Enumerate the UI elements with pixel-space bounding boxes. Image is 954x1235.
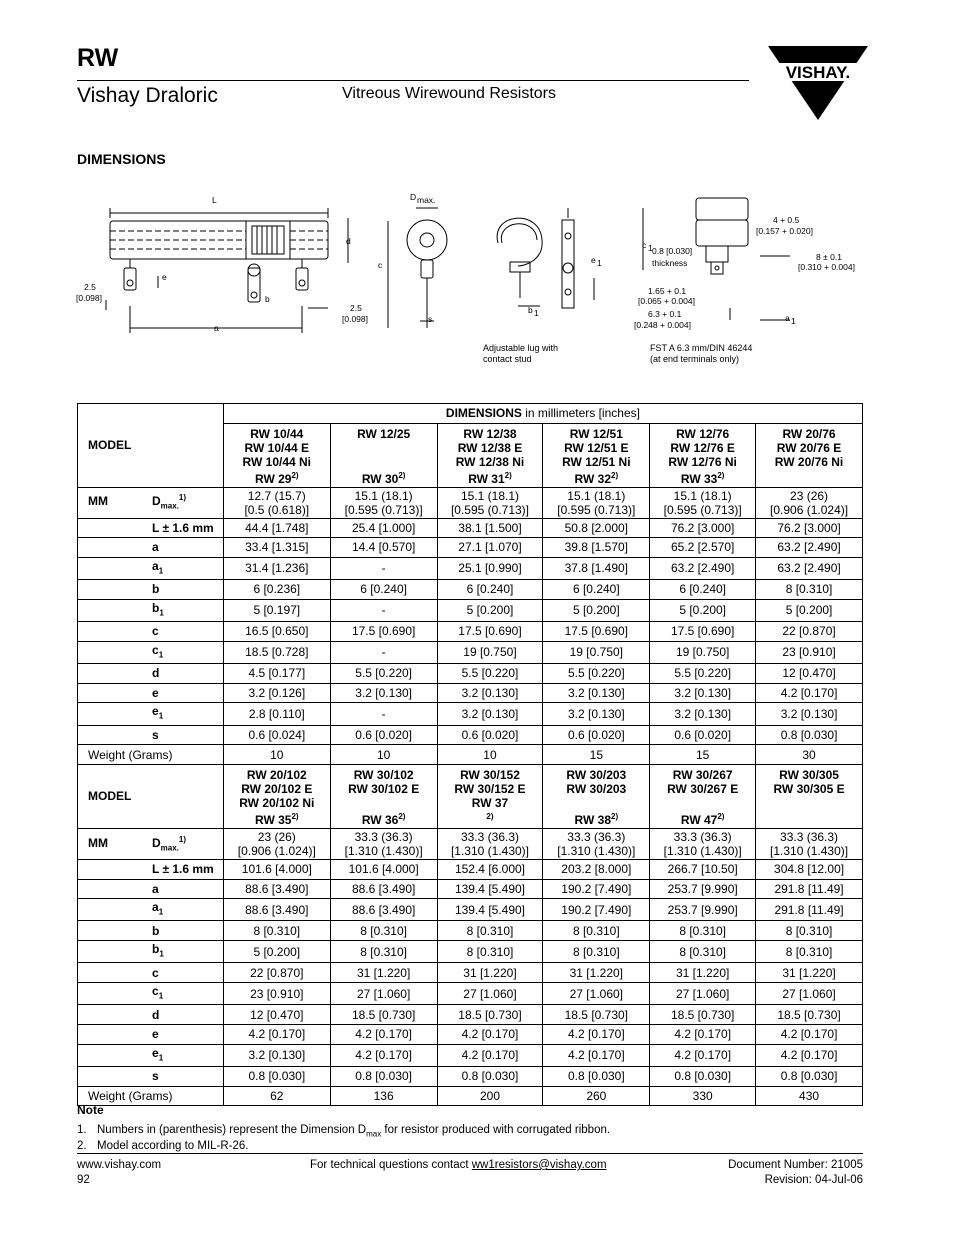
table-cell: 23 (26) [0.906 (1.024)] <box>223 828 330 859</box>
table-cell: 19 [0.750] <box>437 641 543 663</box>
table-cell: 8 [0.310] <box>223 921 330 941</box>
table-cell: 88.6 [3.490] <box>223 879 330 899</box>
row-label-c1: $c_1$ <box>78 641 224 663</box>
table-cell: 3.2 [0.130] <box>543 683 650 703</box>
table-row <box>78 557 863 579</box>
svg-text:b: b <box>528 305 533 315</box>
table-cell: 65.2 [2.570] <box>650 538 756 558</box>
table-cell: 101.6 [4.000] <box>330 859 437 879</box>
table-cell: 23 [0.910] <box>223 983 330 1005</box>
table-cell: 190.2 [7.490] <box>543 879 650 899</box>
table-cell: 33.3 (36.3) [1.310 (1.430)] <box>756 828 863 859</box>
table-cell: 0.8 [0.030] <box>756 725 863 745</box>
table-cell: 88.6 [3.490] <box>330 899 437 921</box>
table-row <box>78 1086 863 1106</box>
svg-text:1: 1 <box>597 258 602 268</box>
table-cell: 0.6 [0.020] <box>650 725 756 745</box>
table-cell: 5 [0.197] <box>223 599 330 621</box>
table-cell: 8 [0.310] <box>756 921 863 941</box>
svg-text:[0.310 + 0.004]: [0.310 + 0.004] <box>798 262 855 272</box>
table-row <box>78 487 863 518</box>
svg-text:max.: max. <box>417 195 436 205</box>
table-cell: 31 [1.220] <box>756 963 863 983</box>
table-cell: 0.8 [0.030] <box>543 1067 650 1087</box>
table-cell: 8 [0.310] <box>543 921 650 941</box>
table-cell: 76.2 [3.000] <box>650 518 756 538</box>
table-cell: 4.2 [0.170] <box>650 1044 756 1066</box>
row-label-s: s <box>78 725 224 745</box>
table-cell: 0.8 [0.030] <box>756 1067 863 1087</box>
table-cell: 260 <box>543 1086 650 1106</box>
table-cell: 33.3 (36.3) [1.310 (1.430)] <box>543 828 650 859</box>
table-cell: 4.2 [0.170] <box>437 1025 543 1045</box>
table-cell: 19 [0.750] <box>543 641 650 663</box>
table-cell: 27 [1.060] <box>650 983 756 1005</box>
svg-text:a: a <box>214 323 219 333</box>
table-cell: 3.2 [0.130] <box>437 703 543 725</box>
table-cell: 15.1 (18.1) [0.595 (0.713)] <box>543 487 650 518</box>
table-cell: 5 [0.200] <box>223 941 330 963</box>
table-cell: 6 [0.240] <box>543 580 650 600</box>
table-cell: 200 <box>437 1086 543 1106</box>
table-cell: 18.5 [0.730] <box>330 1005 437 1025</box>
model-cell: RW 12/76 RW 12/76 E RW 12/76 Ni RW 33$^{2)}$ <box>650 423 756 487</box>
table-row <box>78 725 863 745</box>
svg-text:1: 1 <box>791 316 796 326</box>
table-row <box>78 538 863 558</box>
table-row <box>78 580 863 600</box>
row-label-c: c <box>78 622 224 642</box>
table-cell: 8 [0.310] <box>437 921 543 941</box>
table-cell: 0.8 [0.030] <box>223 1067 330 1087</box>
row-label-e1: $e_1$ <box>78 1044 224 1066</box>
table-cell: 6 [0.240] <box>437 580 543 600</box>
weight-label: Weight (Grams) <box>78 1086 224 1106</box>
table-cell: 17.5 [0.690] <box>543 622 650 642</box>
note-heading: Note <box>77 1103 104 1117</box>
table-cell: 4.2 [0.170] <box>330 1025 437 1045</box>
dimensions-header: DIMENSIONS in millimeters [inches] <box>223 404 862 424</box>
table-cell: 6 [0.240] <box>330 580 437 600</box>
table-cell: 50.8 [2.000] <box>543 518 650 538</box>
table-cell: - <box>330 599 437 621</box>
table-cell: 3.2 [0.126] <box>223 683 330 703</box>
model-cell: RW 30/305 RW 30/305 E <box>756 764 863 828</box>
table-cell: 27.1 [1.070] <box>437 538 543 558</box>
table-cell: 266.7 [10.50] <box>650 859 756 879</box>
svg-text:1: 1 <box>534 308 539 318</box>
logo-wordmark: VISHAY. <box>785 63 851 82</box>
table-cell: 39.8 [1.570] <box>543 538 650 558</box>
table-cell: 190.2 [7.490] <box>543 899 650 921</box>
table-cell: 3.2 [0.130] <box>756 703 863 725</box>
row-label-L: L ± 1.6 mm <box>78 518 224 538</box>
table-cell: 17.5 [0.690] <box>437 622 543 642</box>
table-cell: 5.5 [0.220] <box>543 664 650 684</box>
table-cell: 62 <box>223 1086 330 1106</box>
table-row <box>78 921 863 941</box>
table-cell: 291.8 [11.49] <box>756 899 863 921</box>
table-cell: 8 [0.310] <box>330 921 437 941</box>
table-cell: 101.6 [4.000] <box>223 859 330 879</box>
table-cell: 139.4 [5.490] <box>437 879 543 899</box>
row-label-s: s <box>78 1067 224 1087</box>
table-row <box>78 1067 863 1087</box>
weight-label: Weight (Grams) <box>78 745 224 765</box>
svg-text:[0.065 + 0.004]: [0.065 + 0.004] <box>638 296 695 306</box>
notes-list <box>77 1124 610 1153</box>
table-cell: 4.2 [0.170] <box>543 1044 650 1066</box>
table-row <box>78 599 863 621</box>
table-row <box>78 683 863 703</box>
table-cell: 5.5 [0.220] <box>330 664 437 684</box>
doc-title: RW <box>77 44 119 72</box>
table-cell: 5.5 [0.220] <box>437 664 543 684</box>
table-cell: 33.3 (36.3) [1.310 (1.430)] <box>330 828 437 859</box>
table-row <box>78 1005 863 1025</box>
table-row <box>78 828 863 859</box>
row-label-b: b <box>78 580 224 600</box>
table-cell: 31 [1.220] <box>650 963 756 983</box>
table-cell: 88.6 [3.490] <box>330 879 437 899</box>
model-cell: RW 30/203 RW 30/203 RW 38$^{2)}$ <box>543 764 650 828</box>
row-label-a: a <box>78 538 224 558</box>
table-cell: 27 [1.060] <box>543 983 650 1005</box>
model-label: MODEL <box>78 404 224 488</box>
table-cell: 5 [0.200] <box>437 599 543 621</box>
table-cell: 15.1 (18.1) [0.595 (0.713)] <box>437 487 543 518</box>
svg-text:c: c <box>642 240 647 250</box>
table-cell: 5.5 [0.220] <box>650 664 756 684</box>
row-label-e1: $e_1$ <box>78 703 224 725</box>
svg-text:8 ± 0.1: 8 ± 0.1 <box>816 252 842 262</box>
table-cell: 2.8 [0.110] <box>223 703 330 725</box>
table-cell: 0.6 [0.020] <box>437 725 543 745</box>
fst-caption-line1: FST A 6.3 mm/DIN 46244 <box>650 343 753 353</box>
table-cell: 152.4 [6.000] <box>437 859 543 879</box>
table-cell: 27 [1.060] <box>330 983 437 1005</box>
table-cell: 37.8 [1.490] <box>543 557 650 579</box>
table-cell: - <box>330 703 437 725</box>
svg-text:D: D <box>410 192 417 202</box>
table-cell: 17.5 [0.690] <box>650 622 756 642</box>
table-row <box>78 941 863 963</box>
svg-text:4 + 0.5: 4 + 0.5 <box>773 215 800 225</box>
table-cell: 4.2 [0.170] <box>756 1044 863 1066</box>
table-cell: 31 [1.220] <box>330 963 437 983</box>
svg-text:[0.157 + 0.020]: [0.157 + 0.020] <box>756 226 813 236</box>
table-cell: 31.4 [1.236] <box>223 557 330 579</box>
table-row <box>78 745 863 765</box>
table-cell: 139.4 [5.490] <box>437 899 543 921</box>
model-cell: RW 12/38 RW 12/38 E RW 12/38 Ni RW 31$^{2)}$ <box>437 423 543 487</box>
footer-website: www.vishay.com <box>77 1159 162 1171</box>
table-cell: 3.2 [0.130] <box>650 703 756 725</box>
row-label-L: L ± 1.6 mm <box>78 859 224 879</box>
table-cell: 76.2 [3.000] <box>756 518 863 538</box>
note-1: 1. Numbers in (parenthesis) represent the Dimension $D_{max}$ for resistor produced with corrugated ribbon. <box>77 1124 611 1139</box>
brand-name: Vishay Draloric <box>77 84 218 107</box>
table-cell: 5 [0.200] <box>756 599 863 621</box>
vishay-logo <box>768 46 868 120</box>
table-cell: - <box>330 641 437 663</box>
svg-text:d: d <box>346 236 351 246</box>
table-cell: 63.2 [2.490] <box>756 557 863 579</box>
row-label-a1: $a_1$ <box>78 557 224 579</box>
row-label-b1: $b_1$ <box>78 599 224 621</box>
svg-text:6.3 + 0.1: 6.3 + 0.1 <box>648 309 682 319</box>
lug-caption-line1: Adjustable lug with <box>483 343 559 353</box>
table-cell: - <box>330 557 437 579</box>
svg-text:e: e <box>591 255 596 265</box>
svg-text:[0.248 + 0.004]: [0.248 + 0.004] <box>634 320 691 330</box>
table-cell: 18.5 [0.730] <box>543 1005 650 1025</box>
table-cell: 18.5 [0.728] <box>223 641 330 663</box>
table-cell: 4.2 [0.170] <box>756 683 863 703</box>
model-cell: RW 20/76 RW 20/76 E RW 20/76 Ni <box>756 423 863 487</box>
table-cell: 304.8 [12.00] <box>756 859 863 879</box>
table-cell: 10 <box>223 745 330 765</box>
table-cell: 15.1 (18.1) [0.595 (0.713)] <box>330 487 437 518</box>
table-cell: 8 [0.310] <box>650 941 756 963</box>
svg-text:1: 1 <box>648 243 653 253</box>
row-label-b: b <box>78 921 224 941</box>
table-row <box>78 764 863 828</box>
footer-page-number: 92 <box>77 1174 90 1186</box>
table-cell: 10 <box>330 745 437 765</box>
row-label-d: d <box>78 1005 224 1025</box>
table-cell: 30 <box>756 745 863 765</box>
table-cell: 253.7 [9.990] <box>650 879 756 899</box>
table-cell: 23 (26) [0.906 (1.024)] <box>756 487 863 518</box>
table-cell: 12 [0.470] <box>223 1005 330 1025</box>
table-cell: 14.4 [0.570] <box>330 538 437 558</box>
table-cell: 8 [0.310] <box>650 921 756 941</box>
table-cell: 27 [1.060] <box>756 983 863 1005</box>
table-row <box>78 983 863 1005</box>
row-label-dmax: MM $D_{max.}^{1)}$ <box>78 828 224 859</box>
table-cell: 6 [0.240] <box>650 580 756 600</box>
table-row <box>78 1025 863 1045</box>
svg-text:e: e <box>162 272 167 282</box>
table-cell: 253.7 [9.990] <box>650 899 756 921</box>
table-cell: 19 [0.750] <box>650 641 756 663</box>
table-cell: 6 [0.236] <box>223 580 330 600</box>
row-label-e: e <box>78 683 224 703</box>
model-cell: RW 10/44 RW 10/44 E RW 10/44 Ni RW 29$^{2)}$ <box>223 423 330 487</box>
table-row <box>78 703 863 725</box>
model-cell: RW 30/152 RW 30/152 E RW 37 $^{2)}$ <box>437 764 543 828</box>
table-cell: 25.4 [1.000] <box>330 518 437 538</box>
row-label-b1: $b_1$ <box>78 941 224 963</box>
table-row <box>78 518 863 538</box>
table-cell: 4.2 [0.170] <box>437 1044 543 1066</box>
table-cell: 0.6 [0.020] <box>330 725 437 745</box>
dimensions-table <box>77 403 863 1106</box>
svg-text:2.5: 2.5 <box>350 303 362 313</box>
table-cell: 4.2 [0.170] <box>330 1044 437 1066</box>
dimension-drawing <box>70 188 870 378</box>
table-cell: 31 [1.220] <box>437 963 543 983</box>
svg-text:1.65 + 0.1: 1.65 + 0.1 <box>648 286 687 296</box>
table-cell: 0.6 [0.020] <box>543 725 650 745</box>
table-cell: 4.5 [0.177] <box>223 664 330 684</box>
table-cell: 8 [0.310] <box>543 941 650 963</box>
table-cell: 12 [0.470] <box>756 664 863 684</box>
svg-text:s: s <box>428 314 433 324</box>
table-row <box>78 859 863 879</box>
svg-text:thickness: thickness <box>652 258 688 268</box>
table-row <box>78 1044 863 1066</box>
table-cell: 17.5 [0.690] <box>330 622 437 642</box>
table-cell: 22 [0.870] <box>223 963 330 983</box>
table-cell: 63.2 [2.490] <box>650 557 756 579</box>
table-cell: 12.7 (15.7) [0.5 (0.618)] <box>223 487 330 518</box>
table-cell: 0.8 [0.030] <box>330 1067 437 1087</box>
table-cell: 4.2 [0.170] <box>223 1025 330 1045</box>
table-cell: 291.8 [11.49] <box>756 879 863 899</box>
table-cell: 8 [0.310] <box>437 941 543 963</box>
row-label-c1: $c_1$ <box>78 983 224 1005</box>
row-label-d: d <box>78 664 224 684</box>
table-cell: 44.4 [1.748] <box>223 518 330 538</box>
footer-contact: For technical questions contact ww1resistors@vishay.com <box>310 1159 607 1171</box>
table-cell: 15 <box>543 745 650 765</box>
table-cell: 15 <box>650 745 756 765</box>
footer-doc-number: Document Number: 21005 <box>728 1159 863 1171</box>
table-cell: 38.1 [1.500] <box>437 518 543 538</box>
table-cell: 3.2 [0.130] <box>437 683 543 703</box>
doc-subtitle: Vitreous Wirewound Resistors <box>342 85 557 102</box>
svg-text:b: b <box>265 294 270 304</box>
table-cell: 4.2 [0.170] <box>756 1025 863 1045</box>
table-cell: 23 [0.910] <box>756 641 863 663</box>
table-cell: 63.2 [2.490] <box>756 538 863 558</box>
row-label-e: e <box>78 1025 224 1045</box>
model-cell: RW 12/51 RW 12/51 E RW 12/51 Ni RW 32$^{2)}$ <box>543 423 650 487</box>
table-row <box>78 622 863 642</box>
footer-email-link[interactable]: ww1resistors@vishay.com <box>471 1159 607 1171</box>
table-cell: 18.5 [0.730] <box>650 1005 756 1025</box>
table-cell: 8 [0.310] <box>330 941 437 963</box>
table-cell: 18.5 [0.730] <box>756 1005 863 1025</box>
table-row <box>78 664 863 684</box>
table-cell: 15.1 (18.1) [0.595 (0.713)] <box>650 487 756 518</box>
footer-rule <box>77 1153 863 1154</box>
table-cell: 4.2 [0.170] <box>650 1025 756 1045</box>
svg-text:0.8 [0.030]: 0.8 [0.030] <box>652 246 693 256</box>
table-cell: 8 [0.310] <box>756 580 863 600</box>
section-title: DIMENSIONS <box>77 151 166 167</box>
row-label-a: a <box>78 879 224 899</box>
svg-text:[0.098]: [0.098] <box>342 314 368 324</box>
table-cell: 203.2 [8.000] <box>543 859 650 879</box>
svg-text:L: L <box>212 195 217 205</box>
row-label-c: c <box>78 963 224 983</box>
table-cell: 27 [1.060] <box>437 983 543 1005</box>
note-2: 2. Model according to MIL-R-26. <box>77 1140 249 1153</box>
lug-caption-line2: contact stud <box>483 354 532 364</box>
table-cell: 88.6 [3.490] <box>223 899 330 921</box>
table-cell: 0.8 [0.030] <box>650 1067 756 1087</box>
fst-caption-line2: (at end terminals only) <box>650 354 740 364</box>
table-cell: 3.2 [0.130] <box>543 703 650 725</box>
table-cell: 5 [0.200] <box>650 599 756 621</box>
table-cell: 4.2 [0.170] <box>543 1025 650 1045</box>
table-row <box>78 641 863 663</box>
table-cell: 22 [0.870] <box>756 622 863 642</box>
table-cell: 3.2 [0.130] <box>330 683 437 703</box>
table-cell: 3.2 [0.130] <box>223 1044 330 1066</box>
model-cell: RW 12/25 RW 30$^{2)}$ <box>330 423 437 487</box>
table-cell: 330 <box>650 1086 756 1106</box>
table-row <box>78 899 863 921</box>
table-cell: 0.6 [0.024] <box>223 725 330 745</box>
row-label-dmax: MM $D_{max.}^{1)}$ <box>78 487 224 518</box>
svg-text:2.5: 2.5 <box>84 282 96 292</box>
model-cell: RW 20/102 RW 20/102 E RW 20/102 Ni RW 35$^{2)}$ <box>223 764 330 828</box>
table-header-row <box>78 404 863 424</box>
table-cell: 33.4 [1.315] <box>223 538 330 558</box>
table-cell: 31 [1.220] <box>543 963 650 983</box>
table-cell: 430 <box>756 1086 863 1106</box>
table-cell: 0.8 [0.030] <box>437 1067 543 1087</box>
model-cell: RW 30/267 RW 30/267 E RW 47$^{2)}$ <box>650 764 756 828</box>
footer-revision: Revision: 04-Jul-06 <box>764 1174 863 1186</box>
header-rule <box>77 80 749 81</box>
table-row <box>78 963 863 983</box>
table-cell: 33.3 (36.3) [1.310 (1.430)] <box>437 828 543 859</box>
svg-text:c: c <box>378 260 383 270</box>
table-cell: 5 [0.200] <box>543 599 650 621</box>
model-cell: RW 30/102 RW 30/102 E RW 36$^{2)}$ <box>330 764 437 828</box>
table-cell: 8 [0.310] <box>756 941 863 963</box>
table-cell: 18.5 [0.730] <box>437 1005 543 1025</box>
table-cell: 33.3 (36.3) [1.310 (1.430)] <box>650 828 756 859</box>
row-label-a1: $a_1$ <box>78 899 224 921</box>
table-cell: 25.1 [0.990] <box>437 557 543 579</box>
svg-text:a: a <box>785 313 790 323</box>
svg-text:[0.098]: [0.098] <box>76 293 102 303</box>
model-label: MODEL <box>78 764 224 828</box>
table-cell: 16.5 [0.650] <box>223 622 330 642</box>
table-cell: 3.2 [0.130] <box>650 683 756 703</box>
table-cell: 10 <box>437 745 543 765</box>
table-cell: 136 <box>330 1086 437 1106</box>
table-row <box>78 879 863 899</box>
